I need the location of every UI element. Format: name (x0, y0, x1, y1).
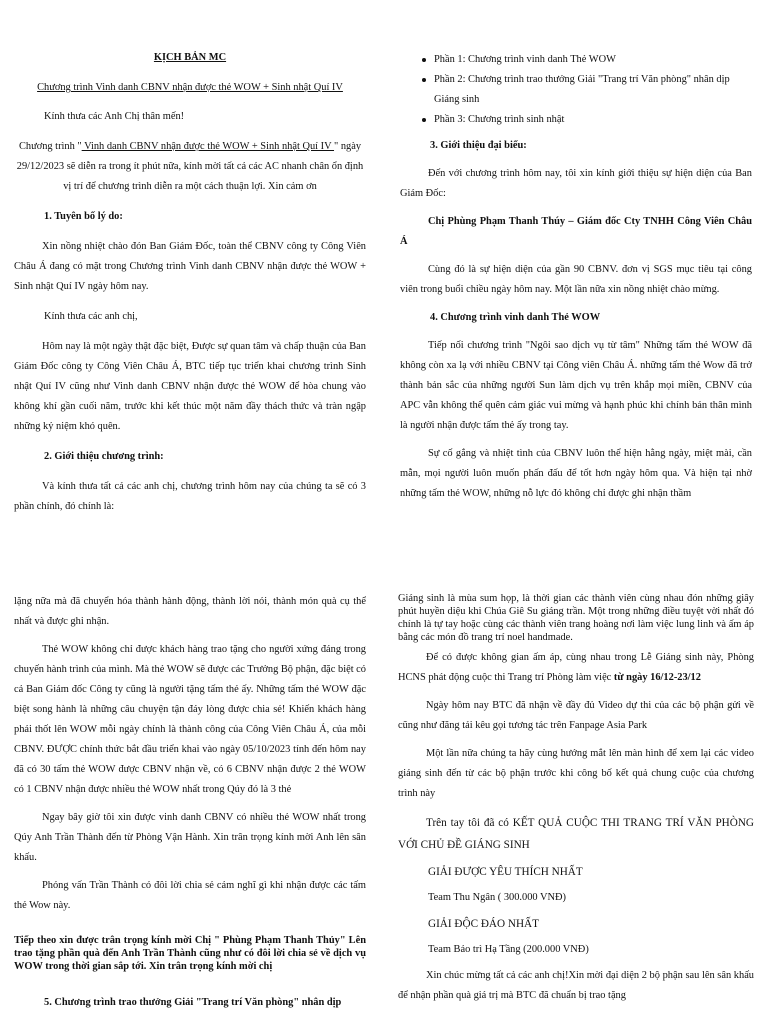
wow-card-paragraph: Thẻ WOW không chỉ được khách hàng trao tặng cho người xứng đáng trong chuyến hành trình của mình. Mà thẻ WOW sẽ được các Trưởng Bộ phận, đặc biệt có cả Ban Giám đốc Công ty cũng là người tặng tấm thẻ ấy. Những tấm thẻ WOW đặc biệt song hành là những câu chuyện tận đáy lòng được chia sẻ! Khiến khách hàng phải thốt lên WOW mỗi ngày chính là thành công của Công Viên Châu Á, của mỗi CBNV. ĐƯỢC chính thức bắt đầu triển khai vào ngày 05/10/2023 tính đến hôm nay đã có 30 tấm thẻ WOW được CBNV nhận về, có 6 CBNV nhận được 2 thẻ WOW có 1 CBNV nhận được nhiều thẻ WOW nhất trong Qúy đó là 3 thẻ (14, 644, 366, 795)
guests-paragraph: Đến với chương trình hôm nay, tôi xin kính giới thiệu sự hiện diện của Ban Giám Đốc: (400, 168, 752, 199)
list-item: Phần 1: Chương trình vinh danh Thẻ WOW (434, 50, 752, 70)
heading-reason: 1. Tuyên bố lý do: (44, 211, 123, 222)
recognition-paragraph: lặng nữa mà đã chuyển hóa thành hành động, thành lời nói, thành món quà cụ thể nhất và được ghi nhận. (14, 596, 366, 627)
today-paragraph: Hôm nay là một ngày thật đặc biệt, Được sự quan tâm và chấp thuận của Ban Giám Đốc công ty Công Viên Châu Á, BTC tiếp tục triển khai chương trình Sinh nhật Quí IV cũng như Vinh danh CBNV nhận được thẻ WOW để hòa chung vào không khí gần cuối năm, trước khi kết thúc một năm đầy thách thức và tràn ngập những kỷ niệm khó quên. (14, 341, 366, 432)
guest-name: Chị Phùng Phạm Thanh Thúy – Giám đốc Cty TNHH Công Viên Châu Á (400, 216, 752, 247)
page-top-right (400, 50, 752, 504)
invite-director-paragraph: Tiếp theo xin được trân trọng kính mời Chị " Phùng Phạm Thanh Thủy" Lên trao tặng phần quà đến Anh Trần Thành cũng như có đôi lời chia sẻ về dịch vụ WOW trong thời gian sắp tới. Xin trân trọng kính mời chị (14, 935, 366, 972)
heading-program-intro: 2. Giới thiệu chương trình: (44, 451, 164, 462)
intro-paragraph (14, 137, 366, 197)
bullet-icon (422, 118, 426, 122)
award-favorite: GIẢI ĐƯỢC YÊU THÍCH NHẤT (428, 866, 583, 878)
intro-prefix: Chương trình " (18, 141, 82, 152)
wow-paragraph: Tiếp nối chương trình "Ngôi sao dịch vụ từ tâm" Những tấm thẻ WOW đã không còn xa lạ với nhiều CBNV tại Công viên Châu Á. những tấm thẻ Wow đã trở thành bản sắc của những người Sun làm dịch vụ trên khắp mọi miền, CBNV của APC vẫn không thể quên cảm giác vui mừng và hạnh phúc khi chính bản thân mình là người nhận được tấm thẻ ấy trong tay. (400, 340, 752, 431)
heading-office-award: 5. Chương trình trao thưởng Giải "Trang trí Văn phòng" nhân dịp (44, 997, 342, 1008)
list-item: Phần 2: Chương trình trao thưởng Giải "Trang trí Văn phòng" nhân dịp Giáng sinh (434, 70, 752, 110)
attendance-paragraph: Cùng đó là sự hiện diện của gần 90 CBNV. đơn vị SGS mục tiêu tại công viên trong buổi chiều ngày hôm nay. Một lần nữa xin nồng nhiệt chào mừng. (400, 264, 752, 295)
honor-paragraph: Ngay bây giờ tôi xin được vinh danh CBNV có nhiều thẻ WOW nhất trong Qúy Anh Trần Thành đến từ Phòng Vận Hành. Xin trân trọng kính mời Anh lên sân khấu. (14, 812, 366, 863)
contest-paragraph: Để có được không gian ấm áp, cùng nhau trong Lễ Giáng sinh này, Phòng HCNS phát động cuộc thi Trang trí Phòng làm việc từ ngày 16/12-23/12 (398, 652, 754, 683)
christmas-paragraph: Giáng sinh là mùa sum họp, là thời gian các thành viên cùng nhau đón những giây phút huyền diệu khi Chúa Giê Su giáng trần. Một trong những điều tuyệt vời nhất đó chính là tự tay hoặc cùng các thành viên trang hoàng nơi làm việc lung linh và ấm áp bằng các món đồ trang trí noel handmade. (398, 593, 754, 643)
team-maintenance: Team Bảo trì Hạ Tầng (200.000 VNĐ) (428, 944, 589, 955)
congrats-paragraph: Xin chúc mừng tất cả các anh chị!Xin mời đại diện 2 bộ phận sau lên sân khấu để nhận phần quà giá trị mà BTC đã chuẩn bị trao tặng (398, 970, 754, 1001)
award-unique: GIẢI ĐỘC ĐÁO NHẤT (428, 918, 539, 930)
page-bottom-left (14, 592, 366, 1013)
team-cashier: Team Thu Ngân ( 300.000 VNĐ) (428, 892, 566, 903)
reason-paragraph: Xin nồng nhiệt chào đón Ban Giám Đốc, toàn thể CBNV công ty Công Viên Châu Á đang có mặt trong Chương trình Vinh danh CBNV nhận được thẻ WOW + Sinh nhật Quí IV ngày hôm nay. (14, 241, 366, 292)
intro-program-name: Vinh danh CBNV nhận được thẻ WOW + Sinh nhật Quí IV (81, 141, 335, 152)
heading-guests: 3. Giới thiệu đại biểu: (430, 140, 527, 151)
salutation: Kính thưa các anh chị, (44, 311, 138, 322)
interview-paragraph: Phỏng vấn Trần Thành có đôi lời chia sẻ cảm nghĩ gì khi nhận được các tấm thẻ Wow này. (14, 880, 366, 911)
videos-paragraph: Ngày hôm nay BTC đã nhận về đầy đủ Video dự thi của các bộ phận gửi về cũng như đăng tải kêu gọi tương tác trên Fanpage Asia Park (398, 700, 754, 731)
heading-wow: 4. Chương trình vinh danh Thẻ WOW (430, 312, 601, 323)
program-parts-paragraph: Và kính thưa tất cả các anh chị, chương trình hôm nay của chúng ta sẽ có 3 phần chính, đó chính là: (14, 481, 366, 512)
list-item: Phần 3: Chương trình sinh nhật (434, 110, 752, 130)
watch-paragraph: Một lần nữa chúng ta hãy cùng hướng mắt lên màn hình để xem lại các video giáng sinh đến từ các bộ phận trước khi công bố kết quả chung cuộc của chương trình này (398, 748, 754, 799)
results-paragraph: Trên tay tôi đã có KẾT QUẢ CUỘC THI TRANG TRÍ VĂN PHÒNG VỚI CHỦ ĐỀ GIÁNG SINH (398, 817, 754, 851)
page-bottom-right (398, 592, 754, 1006)
program-parts-list (400, 50, 752, 130)
effort-paragraph: Sự cố gắng và nhiệt tình của CBNV luôn thể hiện hằng ngày, miệt mài, cần mẫn, mọi người luôn muốn phấn đấu để tốt hơn ngày hôm qua. Và hiện tại nhờ những tấm thẻ WOW, những nỗ lực đó không chỉ được ghi nhận thầm (400, 448, 752, 499)
intro-rest: " ngày 29/12/2023 sẽ diễn ra trong ít phút nữa, kính mời tất cả các AC nhanh chân ổn định vị trí để chương trình diễn ra một cách thuận lợi. Xin cảm ơn (16, 141, 364, 192)
greeting: Kính thưa các Anh Chị thân mến! (44, 111, 185, 122)
program-subtitle: Chương trình Vinh danh CBNV nhận được thẻ WOW + Sinh nhật Quí IV (37, 82, 343, 93)
document-title: KỊCH BẢN MC (153, 52, 227, 63)
bullet-icon (422, 58, 426, 62)
bullet-icon (422, 78, 426, 82)
page-top-left (14, 48, 366, 517)
